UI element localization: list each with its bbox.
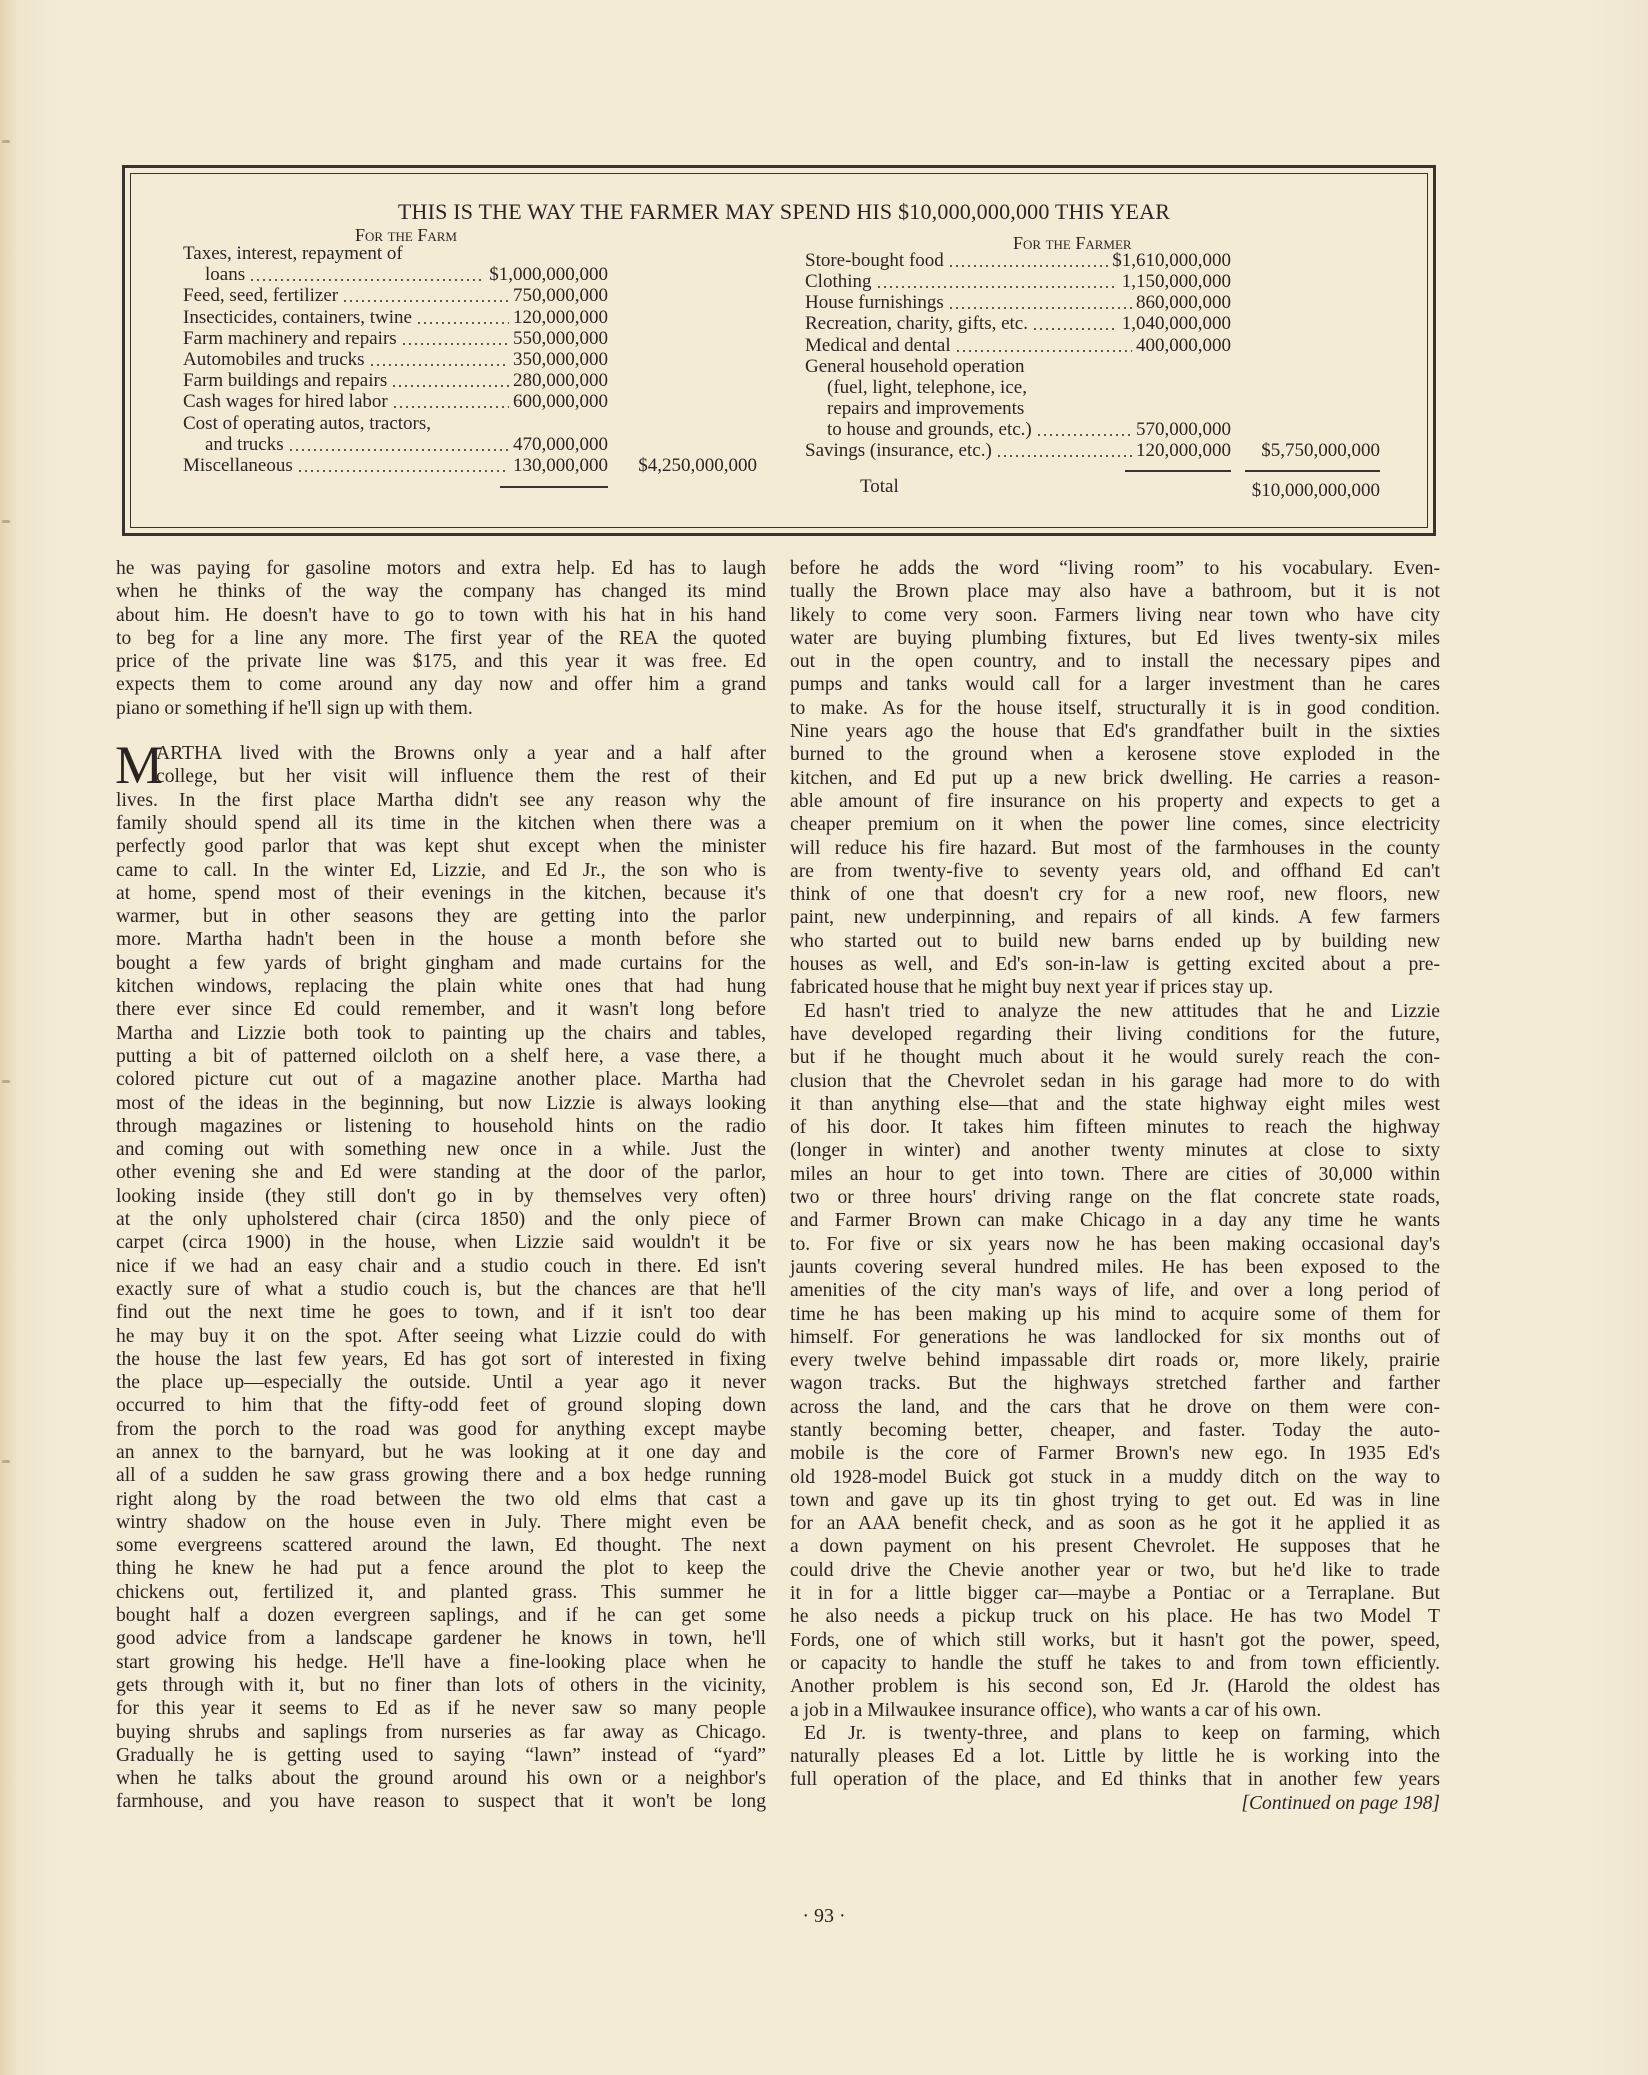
text-line: houses as well, and Ed's son-in-law is getting excited about a pre- [790, 954, 1440, 976]
text-line: Nine years ago the house that Ed's grandfather built in the sixties [790, 721, 1440, 743]
text-line: himself. For generations he was landlocked for six months out of [790, 1326, 1440, 1348]
paragraph [790, 1000, 1440, 1722]
text-line: price of the private line was $175, and this year it was free. Ed [116, 651, 766, 673]
leader-dots [297, 469, 509, 473]
text-line: naturally pleases Ed a lot. Little by little he is working into the [790, 1746, 1440, 1768]
row-amount: 120,000,000 [1136, 440, 1231, 461]
text-line: fabricated house that he might buy next year if prices stay up. [790, 977, 1274, 999]
text-line: Ed Jr. is twenty-three, and plans to keep on farming, which [804, 1722, 1440, 1744]
text-line: old 1928-model Buick got stuck in a muddy ditch on the way to [790, 1466, 1440, 1488]
table-row [827, 398, 1231, 420]
leader-dots [955, 349, 1132, 353]
text-line: kitchen, and Ed put up a new brick dwelling. He carries a reason- [790, 767, 1440, 789]
table-row [183, 413, 608, 435]
leader-dots [1036, 433, 1132, 437]
row-amount: 120,000,000 [513, 307, 608, 328]
text-line: stantly becoming better, cheaper, and faster. Today the auto- [790, 1419, 1440, 1441]
row-amount: 600,000,000 [513, 391, 608, 412]
farm-sum-rule [500, 486, 608, 488]
table-row [805, 271, 1231, 293]
text-line: chickens out, fertilized it, and planted grass. This summer he [116, 1581, 766, 1603]
text-line: bought half a dozen evergreen saplings, and if he can get some [116, 1605, 766, 1627]
text-line: the house the last few years, Ed has got sort of interested in fixing [116, 1348, 766, 1370]
farmer-heading: For the Farmer [1013, 233, 1132, 253]
text-line: he also needs a pickup truck on his place. He has two Model T [790, 1606, 1440, 1628]
leader-dots [249, 278, 485, 282]
text-line: find out the next time he goes to town, and if it isn't too dear [116, 1302, 766, 1324]
table-row [183, 307, 608, 329]
table-row [183, 391, 608, 413]
text-line: could drive the Chevie another year or two, but he'd like to trade [790, 1559, 1440, 1581]
leader-dots [391, 384, 509, 388]
text-line: for an AAA benefit check, and as soon as he got it he applied it as [790, 1513, 1440, 1535]
text-line: and Farmer Brown can make Chicago in a day any time he wants [790, 1210, 1440, 1232]
row-label: Insecticides, containers, twine [183, 307, 412, 328]
text-line: across the land, and the cars that he drove on them were con- [790, 1396, 1440, 1418]
row-amount: 130,000,000 [513, 455, 608, 476]
row-label: Clothing [805, 271, 872, 292]
text-line: perfectly good parlor that was kept shut except when the minister [116, 836, 766, 858]
row-label: Taxes, interest, repayment of [183, 243, 403, 264]
text-line: farmhouse, and you have reason to suspect that it won't be long [116, 1791, 766, 1813]
row-label: Cash wages for hired labor [183, 391, 388, 412]
row-label: Medical and dental [805, 335, 951, 356]
continued-notice: [Continued on page 198] [1241, 1792, 1440, 1814]
text-line: nice if we had an easy chair and a studio couch in there. Ed isn't [116, 1255, 766, 1277]
leader-dots [996, 454, 1132, 458]
table-row [827, 419, 1231, 441]
text-line: it than anything else—that and the state highway eight miles west [790, 1093, 1440, 1115]
text-line: Martha and Lizzie both took to painting up the chairs and tables, [116, 1022, 766, 1044]
text-line: Fords, one of which still works, but it hasn't got the power, speed, [790, 1629, 1440, 1651]
text-line: water are buying plumbing fixtures, but Ed lives twenty-six miles [790, 627, 1440, 649]
leader-dots [1032, 327, 1118, 331]
text-line: from the porch to the road was good for anything except maybe [116, 1418, 766, 1440]
text-line: wintry shadow on the house even in July. There might even be [116, 1511, 766, 1533]
text-line: kitchen windows, replacing the plain white ones that had hung [116, 976, 766, 998]
row-label: Feed, seed, fertilizer [183, 285, 339, 306]
table-row [205, 264, 608, 286]
text-line: he was paying for gasoline motors and extra help. Ed has to laugh [116, 558, 766, 579]
text-line: he may buy it on the spot. After seeing what Lizzie could do with [116, 1325, 766, 1347]
row-label: Miscellaneous [183, 455, 293, 476]
text-line: of his door. It takes him fifteen minutes to reach the highway [790, 1117, 1440, 1139]
paragraph [790, 1722, 1440, 1792]
text-line: and coming out with something new once in a while. Just the [116, 1139, 766, 1161]
article-column-right [790, 557, 1440, 1815]
text-line: putting a bit of patterned oilcloth on a shelf here, a vase there, a [116, 1045, 766, 1067]
text-line: at the only upholstered chair (circa 1850) and the only piece of [116, 1209, 766, 1231]
text-line: to beg for a line any more. The first year of the REA the quoted [116, 627, 766, 649]
text-line: carpet (circa 1900) in the house, when Lizzie said wouldn't it be [116, 1232, 766, 1254]
text-line: before he adds the word “living room” to his vocabulary. Even- [790, 558, 1440, 579]
text-line: ARTHA lived with the Browns only a year and a half after [156, 743, 766, 765]
text-line: good advice from a landscape gardener he knows in town, he'll [116, 1628, 766, 1650]
row-amount: $1,610,000,000 [1112, 250, 1231, 271]
text-line: gets through with it, but no finer than lots of others in the vicinity, [116, 1674, 766, 1696]
text-line: Another problem is his second son, Ed Jr. (Harold the oldest has [790, 1676, 1440, 1698]
text-line: through magazines or listening to household hints on the radio [116, 1115, 766, 1137]
farm-subtotal: $4,250,000,000 [638, 455, 757, 476]
text-line: mobile is the core of Farmer Brown's new ego. In 1935 Ed's [790, 1443, 1440, 1465]
row-label: Store-bought food [805, 250, 944, 271]
table-row [805, 356, 1231, 378]
text-line: exactly sure of what a studio couch is, but the chances are that he'll [116, 1278, 766, 1300]
text-line: are from twenty-five to seventy years old, and offhand Ed can't [790, 860, 1440, 882]
farmer-sum-rule [1125, 470, 1231, 472]
text-line: will reduce his fire hazard. But most of the farmhouses in the county [790, 837, 1440, 859]
text-line: family should spend all its time in the kitchen when there was a [116, 812, 766, 834]
text-line: looking inside (they still don't go in by themselves very often) [116, 1185, 766, 1207]
farm-heading: For the Farm [355, 225, 457, 245]
text-line: paint, new underpinning, and repairs of all kinds. A few farmers [790, 907, 1440, 929]
text-line: about him. He doesn't have to go to town with his hat in his hand [116, 604, 766, 626]
text-line: wagon tracks. But the highways stretched farther and farther [790, 1373, 1440, 1395]
table-row [805, 313, 1231, 335]
text-line: a job in a Milwaukee insurance office), who wants a car of his own. [790, 1699, 1322, 1721]
text-line: piano or something if he'll sign up with them. [116, 697, 473, 719]
text-line: lives. In the first place Martha didn't see any reason why the [116, 789, 766, 811]
text-line: buying shrubs and saplings from nurseries as far away as Chicago. [116, 1721, 766, 1743]
total-amount: $10,000,000,000 [1251, 480, 1380, 501]
text-line: when he talks about the ground around his own or a neighbor's [116, 1768, 766, 1790]
text-line: occurred to him that the fifty-odd feet of ground sloping down [116, 1395, 766, 1417]
text-line: colored picture cut out of a magazine another place. Martha had [116, 1069, 766, 1091]
table-row [205, 434, 608, 456]
table-row [805, 292, 1231, 314]
paragraph [790, 557, 1440, 1000]
article-column-left [116, 557, 766, 1814]
text-line: able amount of fire insurance on his property and expects to get a [790, 790, 1440, 812]
text-line: Gradually he is getting used to saying “lawn” instead of “yard” [116, 1744, 766, 1766]
row-amount: 860,000,000 [1136, 292, 1231, 313]
row-label: House furnishings [805, 292, 944, 313]
text-line: miles an hour to get into town. There are cities of 30,000 within [790, 1163, 1440, 1185]
row-label: Cost of operating autos, tractors, [183, 413, 432, 434]
table-row [183, 328, 608, 350]
row-amount: $1,000,000,000 [489, 264, 608, 285]
table-row [827, 377, 1231, 399]
leader-dots [342, 299, 509, 303]
text-line: tually the Brown place may also have a bathroom, but it is not [790, 581, 1440, 603]
leader-dots [401, 342, 509, 346]
text-line: have developed regarding their living conditions for the future, [790, 1023, 1440, 1045]
table-title: THIS IS THE WAY THE FARMER MAY SPEND HIS $10,000,000,000 THIS YEAR [397, 199, 1171, 224]
row-amount: 350,000,000 [513, 349, 608, 370]
row-amount: 280,000,000 [513, 370, 608, 391]
leader-dots [416, 321, 509, 325]
text-line: for this year it seems to Ed as if he never saw so many people [116, 1698, 766, 1720]
row-label: (fuel, light, telephone, ice, [827, 377, 1027, 398]
leader-dots [948, 306, 1132, 310]
text-line: there ever since Ed could remember, and it wasn't long before [116, 999, 766, 1021]
text-line: college, but her visit will influence them the rest of their [156, 766, 766, 788]
row-label: Recreation, charity, gifts, etc. [805, 313, 1028, 334]
page-edge-mark [2, 140, 10, 143]
paragraph [116, 557, 766, 720]
text-line: other evening she and Ed were standing at the door of the parlor, [116, 1162, 766, 1184]
text-line: right along by the road between the two old elms that cast a [116, 1488, 766, 1510]
text-line: when he thinks of the way the company has changed its mind [116, 581, 766, 603]
text-line: every twelve behind impassable dirt roads or, more likely, prairie [790, 1350, 1440, 1372]
text-line: thing he knew he had put a fence around the plot to keep the [116, 1558, 766, 1580]
text-line: two or three hours' driving range on the flat concrete state roads, [790, 1187, 1440, 1209]
page-edge-mark [2, 1460, 10, 1463]
table-row [805, 250, 1231, 272]
text-line: came to call. In the winter Ed, Lizzie, and Ed Jr., the son who is [116, 859, 766, 881]
table-row [183, 349, 608, 371]
text-line: Ed hasn't tried to analyze the new attitudes that he and Lizzie [804, 1000, 1440, 1022]
text-line: to make. As for the house itself, structurally it is in good condition. [790, 697, 1440, 719]
text-line: most of the ideas in the beginning, but now Lizzie is always looking [116, 1092, 766, 1114]
table-row [183, 285, 608, 307]
page-number: · 93 · [802, 1905, 846, 1927]
text-line: warmer, but in other seasons they are getting into the parlor [116, 906, 766, 928]
row-amount: 750,000,000 [513, 285, 608, 306]
leader-dots [876, 285, 1118, 289]
leader-dots [948, 264, 1108, 268]
text-line: some evergreens scattered around the lawn, Ed thought. The next [116, 1535, 766, 1557]
leader-dots [288, 448, 509, 452]
row-label: to house and grounds, etc.) [827, 419, 1032, 440]
text-line: or capacity to handle the stuff he takes to and from town efficiently. [790, 1652, 1440, 1674]
table-row [805, 440, 1231, 462]
text-line: out in the open country, and to install the necessary pipes and [790, 651, 1440, 673]
text-line: clusion that the Chevrolet sedan in his garage had more to do with [790, 1070, 1440, 1092]
row-amount: 1,040,000,000 [1121, 313, 1231, 334]
row-label: Farm buildings and repairs [183, 370, 388, 391]
text-line: an annex to the barnyard, but he was looking at it one day and [116, 1441, 766, 1463]
text-line: (longer in winter) and another twenty minutes at close to sixty [790, 1140, 1440, 1162]
text-line: likely to come very soon. Farmers living near town who have city [790, 604, 1440, 626]
row-label: Farm machinery and repairs [183, 328, 397, 349]
row-amount: 1,150,000,000 [1121, 271, 1231, 292]
text-line: start growing his hedge. He'll have a fine-looking place when he [116, 1651, 766, 1673]
text-line: a down payment on his present Chevrolet. He supposes that he [790, 1536, 1440, 1558]
text-line: town and gave up its tin ghost trying to get out. Ed was in line [790, 1489, 1440, 1511]
text-line: amenities of the city man's ways of life, and over a long period of [790, 1280, 1440, 1302]
farmer-subtotal-rule [1245, 470, 1380, 472]
text-line: bought a few yards of bright gingham and made curtains for the [116, 952, 766, 974]
row-label: and trucks [205, 434, 284, 455]
table-row [805, 335, 1231, 357]
text-line: it in for a little bigger car—maybe a Pontiac or a Terraplane. But [790, 1583, 1440, 1605]
table-row [183, 455, 608, 477]
text-line: more. Martha hadn't been in the house a month before she [116, 929, 766, 951]
row-amount: 400,000,000 [1136, 335, 1231, 356]
row-amount: 570,000,000 [1136, 419, 1231, 440]
row-label: repairs and improvements [827, 398, 1025, 419]
paragraph [115, 735, 766, 1814]
leader-dots [369, 363, 509, 367]
page-edge-mark [2, 1080, 10, 1083]
farmer-subtotal: $5,750,000,000 [1261, 440, 1380, 461]
text-line: but if he thought much about it he would surely reach the con- [790, 1047, 1440, 1069]
leader-dots [392, 405, 509, 409]
drop-cap: M [115, 735, 164, 796]
text-line: all of a sudden he saw grass growing there and a box hedge running [116, 1465, 766, 1487]
total-label: Total [860, 476, 899, 497]
text-line: at home, spend most of their evenings in the kitchen, because it's [116, 882, 766, 904]
row-label: Savings (insurance, etc.) [805, 440, 992, 461]
table-row [183, 243, 608, 265]
table-row [183, 370, 608, 392]
row-label: Automobiles and trucks [183, 349, 365, 370]
text-line: pumps and tanks would call for a larger investment than he cares [790, 674, 1440, 696]
text-line: time he has been making up his mind to acquire some of them for [790, 1303, 1440, 1325]
text-line: cheaper premium on it when the power line comes, since electricity [790, 814, 1440, 836]
row-label: loans [205, 264, 246, 285]
row-amount: 470,000,000 [513, 434, 608, 455]
text-line: to. For five or six years now he has been making occasional day's [790, 1233, 1440, 1255]
text-line: expects them to come around any day now and offer him a grand [116, 674, 766, 696]
row-label: General household operation [805, 356, 1025, 377]
text-line: full operation of the place, and Ed thinks that in another few years [790, 1769, 1440, 1791]
text-line: who started out to build new barns ended up by building new [790, 930, 1440, 952]
page-edge-mark [2, 520, 10, 523]
row-amount: 550,000,000 [513, 328, 608, 349]
text-line: think of one that doesn't cry for a new roof, new floors, new [790, 884, 1440, 906]
text-line: burned to the ground when a kerosene stove exploded in the [790, 744, 1440, 766]
text-line: the place up—especially the outside. Until a year ago it never [116, 1372, 766, 1394]
text-line: jaunts covering several hundred miles. He has been exposed to the [790, 1256, 1440, 1278]
